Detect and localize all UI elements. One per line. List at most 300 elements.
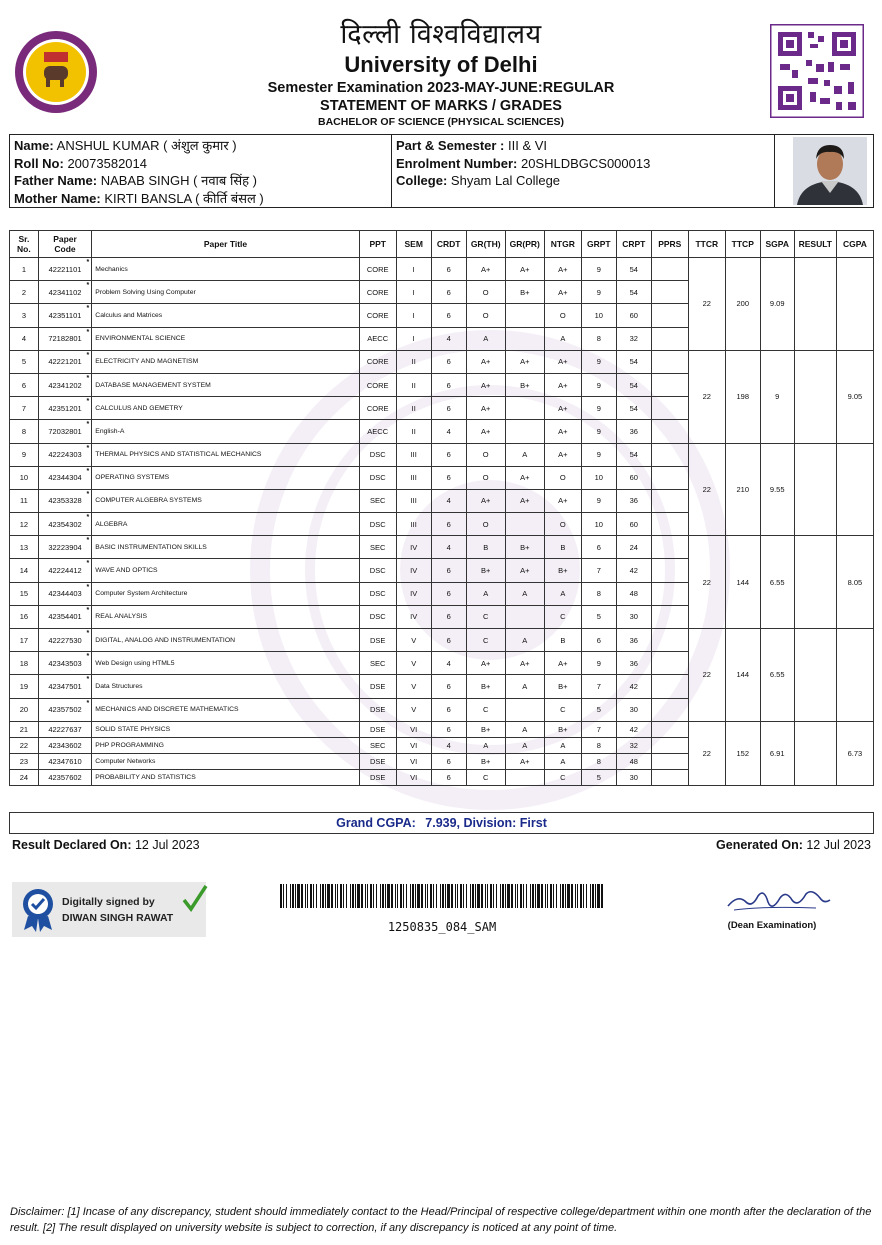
barcode-bar (592, 884, 594, 908)
cell-pprs (651, 536, 688, 559)
barcode-bar (297, 884, 300, 908)
cell-crdt: 4 (431, 652, 466, 675)
barcode-bar (410, 884, 411, 908)
paper-code-value: 42344403 (48, 589, 82, 599)
cell-grth: B+ (466, 675, 505, 698)
barcode-bar (295, 884, 296, 908)
paper-title: OPERATING SYSTEMS (92, 466, 359, 489)
barcode-bar (455, 884, 456, 908)
paper-title: PROBABILITY AND STATISTICS (92, 769, 359, 785)
cell-grpr: A+ (505, 466, 544, 489)
cell-grpt: 10 (581, 304, 616, 327)
barcode-bar (580, 884, 582, 908)
paper-title: CALCULUS AND GEMETRY (92, 397, 359, 420)
group-sgpa: 9.55 (760, 443, 794, 536)
cell-sem: VI (396, 753, 431, 769)
paper-title: SOLID STATE PHYSICS (92, 721, 359, 737)
cell-ppt: DSC (359, 582, 396, 605)
cell-ppt: CORE (359, 397, 396, 420)
paper-title: COMPUTER ALGEBRA SYSTEMS (92, 489, 359, 512)
cell-ppt: DSE (359, 698, 396, 721)
cell-crdt: 6 (431, 629, 466, 652)
group-result (794, 443, 836, 536)
barcode-bar (343, 884, 344, 908)
group-ttcr: 22 (688, 721, 725, 785)
cell-crpt: 36 (616, 629, 651, 652)
cell-grpr: A+ (505, 559, 544, 582)
cell-pprs (651, 489, 688, 512)
cell-ppt: DSC (359, 443, 396, 466)
group-cgpa (836, 629, 873, 722)
paper-title: Web Design using HTML5 (92, 652, 359, 675)
cell-grpt: 9 (581, 443, 616, 466)
cell-crpt: 60 (616, 304, 651, 327)
cell-crpt: 54 (616, 443, 651, 466)
cell-crdt: 6 (431, 675, 466, 698)
cell-crdt: 4 (431, 327, 466, 350)
barcode-bar (550, 884, 552, 908)
cell-crpt: 30 (616, 605, 651, 628)
paper-code (38, 281, 91, 304)
group-ttcr: 22 (688, 536, 725, 629)
group-sgpa: 6.55 (760, 536, 794, 629)
cell-crpt: 42 (616, 721, 651, 737)
cell-grth: O (466, 281, 505, 304)
student-details (9, 134, 874, 208)
cell-ppt: CORE (359, 304, 396, 327)
cell-grth: A+ (466, 420, 505, 443)
barcode-bar (463, 884, 464, 908)
code-marker: * (86, 282, 90, 290)
cell-ppt: SEC (359, 536, 396, 559)
cell-sem: II (396, 350, 431, 373)
paper-code-value: 42354302 (48, 519, 82, 529)
paper-code-value: 42357602 (48, 772, 82, 782)
group-result (794, 258, 836, 351)
cell-sem: IV (396, 536, 431, 559)
mother-label: Mother Name: (14, 190, 101, 206)
cell-crdt: 6 (431, 559, 466, 582)
cell-sem: I (396, 327, 431, 350)
col-pprs: PPRS (651, 231, 688, 258)
cell-grpr: A (505, 629, 544, 652)
cell-grpt: 9 (581, 397, 616, 420)
cell-crpt: 36 (616, 652, 651, 675)
paper-title: Data Structures (92, 675, 359, 698)
barcode-bar (412, 884, 414, 908)
code-marker: * (86, 653, 90, 661)
paper-code-value: 72182801 (48, 334, 82, 344)
cell-ppt: CORE (359, 258, 396, 281)
barcode (280, 884, 604, 908)
cell-sem: I (396, 281, 431, 304)
cell-crdt: 6 (431, 373, 466, 396)
paper-title: DATABASE MANAGEMENT SYSTEM (92, 373, 359, 396)
barcode-bar (560, 884, 561, 908)
cell-pprs (651, 652, 688, 675)
cell-grpt: 9 (581, 652, 616, 675)
code-marker: * (86, 583, 90, 591)
roll-no-line (14, 155, 387, 173)
cell-grpr: A (505, 721, 544, 737)
cell-ntgr: A+ (544, 373, 581, 396)
cell-grpt: 9 (581, 489, 616, 512)
cell-pprs (651, 466, 688, 489)
barcode-bar (370, 884, 372, 908)
barcode-bar (387, 884, 390, 908)
barcode-bar (397, 884, 398, 908)
cell-pprs (651, 397, 688, 420)
generated-label: Generated On: (716, 838, 803, 852)
barcode-bar (515, 884, 516, 908)
mother-name: KIRTI BANSLA ( कीर्ति बंसल ) (104, 190, 264, 206)
sr-no: 11 (10, 489, 39, 512)
sr-no: 4 (10, 327, 39, 350)
cell-grth: A (466, 327, 505, 350)
barcode-bar (425, 884, 426, 908)
cell-crpt: 36 (616, 489, 651, 512)
cell-grpr: A (505, 582, 544, 605)
barcode-bar (547, 884, 548, 908)
col-grpt: GRPT (581, 231, 616, 258)
paper-title: MECHANICS AND DISCRETE MATHEMATICS (92, 698, 359, 721)
group-ttcp: 198 (725, 350, 760, 443)
paper-code (38, 559, 91, 582)
cell-grth: A+ (466, 489, 505, 512)
group-sgpa: 6.91 (760, 721, 794, 785)
group-sgpa: 9.09 (760, 258, 794, 351)
cell-grpt: 7 (581, 675, 616, 698)
cell-grpt: 6 (581, 536, 616, 559)
code-marker: * (86, 514, 90, 522)
cell-crpt: 60 (616, 466, 651, 489)
code-marker: * (86, 305, 90, 313)
cell-grpt: 8 (581, 582, 616, 605)
barcode-bar (567, 884, 570, 908)
sr-no: 21 (10, 721, 39, 737)
code-marker: * (86, 421, 90, 429)
cell-sem: IV (396, 582, 431, 605)
signature-image (724, 884, 834, 916)
cell-sem: IV (396, 605, 431, 628)
barcode-bar (583, 884, 584, 908)
cell-ntgr: B+ (544, 721, 581, 737)
cell-crpt: 36 (616, 420, 651, 443)
paper-code (38, 721, 91, 737)
paper-title: DIGITAL, ANALOG AND INSTRUMENTATION (92, 629, 359, 652)
barcode-bar (500, 884, 501, 908)
barcode-bar (325, 884, 326, 908)
col-title: Paper Title (92, 231, 359, 258)
cell-pprs (651, 373, 688, 396)
cell-pprs (651, 737, 688, 753)
cell-crpt: 32 (616, 327, 651, 350)
paper-code-value: 42221101 (48, 264, 82, 274)
cell-pprs (651, 304, 688, 327)
paper-code-value: 42227637 (48, 724, 82, 734)
barcode-bar (490, 884, 492, 908)
group-ttcr: 22 (688, 629, 725, 722)
cell-grpr: B+ (505, 373, 544, 396)
cell-crpt: 54 (616, 373, 651, 396)
group-result (794, 721, 836, 785)
generated-on (716, 838, 871, 852)
college-name: Shyam Lal College (450, 173, 561, 188)
cell-pprs (651, 559, 688, 582)
cell-grpt: 8 (581, 737, 616, 753)
group-cgpa: 9.05 (836, 350, 873, 443)
col-result: RESULT (794, 231, 836, 258)
cell-sem: III (396, 489, 431, 512)
cell-ntgr: C (544, 698, 581, 721)
cell-grpr (505, 769, 544, 785)
name-label: Name: (14, 138, 54, 153)
cell-crdt: 6 (431, 443, 466, 466)
barcode-text: 1250835_084_SAM (387, 920, 497, 934)
sr-no: 1 (10, 258, 39, 281)
paper-code-value: 42344304 (48, 473, 82, 483)
paper-code (38, 698, 91, 721)
cell-ppt: DSE (359, 753, 396, 769)
col-cgpa: CGPA (836, 231, 873, 258)
photo-cell (775, 135, 873, 207)
barcode-bar (440, 884, 441, 908)
col-crpt: CRPT (616, 231, 651, 258)
cell-pprs (651, 327, 688, 350)
barcode-bar (395, 884, 396, 908)
barcode-bar (586, 884, 587, 908)
table-row (10, 258, 874, 281)
barcode-bar (496, 884, 497, 908)
barcode-bar (430, 884, 432, 908)
paper-code-value: 42357502 (48, 705, 82, 715)
cell-pprs (651, 420, 688, 443)
code-marker: * (86, 467, 90, 475)
cell-ntgr: A+ (544, 258, 581, 281)
barcode-bar (565, 884, 566, 908)
cell-crdt: 6 (431, 258, 466, 281)
group-ttcp: 200 (725, 258, 760, 351)
barcode-bar (376, 884, 377, 908)
cell-crpt: 42 (616, 559, 651, 582)
barcode-bar (532, 884, 534, 908)
disclaimer: Disclaimer: [1] Incase of any discrepancy, student should immediately contact to the Head/Principal of respective college/department within one month after the declaration of the result. [2] The result displayed on university website is subject to correction, if any discrepancy is noticed at any point of time. (10, 1206, 872, 1234)
cell-pprs (651, 769, 688, 785)
barcode-bar (470, 884, 471, 908)
cell-pprs (651, 753, 688, 769)
cell-grpt: 7 (581, 721, 616, 737)
university-title-hindi: दिल्ली विश्वविद्यालय (340, 19, 542, 50)
barcode-bar (537, 884, 540, 908)
table-header-row (10, 231, 874, 258)
sr-no: 7 (10, 397, 39, 420)
col-code: Paper Code (38, 231, 91, 258)
cell-ppt: CORE (359, 373, 396, 396)
col-grpr: GR(PR) (505, 231, 544, 258)
cell-crpt: 32 (616, 737, 651, 753)
barcode-bar (475, 884, 476, 908)
group-result (794, 350, 836, 443)
digitally-signed-label: Digitally signed by (62, 896, 155, 908)
cell-grpr: B+ (505, 536, 544, 559)
paper-title: English-A (92, 420, 359, 443)
cell-grth: A (466, 582, 505, 605)
dean-label: (Dean Examination) (727, 920, 817, 931)
check-icon (182, 884, 208, 912)
cell-grpt: 10 (581, 466, 616, 489)
cell-ppt: AECC (359, 327, 396, 350)
group-cgpa: 8.05 (836, 536, 873, 629)
barcode-bar (541, 884, 543, 908)
barcode-bar (280, 884, 282, 908)
result-declared (12, 838, 200, 852)
cell-ntgr: A+ (544, 350, 581, 373)
cell-sem: V (396, 675, 431, 698)
barcode-bar (502, 884, 504, 908)
barcode-bar (400, 884, 402, 908)
barcode-bar (442, 884, 444, 908)
signer-name: DIWAN SINGH RAWAT (62, 912, 174, 924)
barcode-bar (601, 884, 603, 908)
roll-no: 20073582014 (67, 155, 147, 171)
cell-grpr: A+ (505, 258, 544, 281)
cell-crdt: 6 (431, 513, 466, 536)
paper-code (38, 466, 91, 489)
barcode-bar (505, 884, 506, 908)
cell-grpt: 9 (581, 350, 616, 373)
cell-grth: O (466, 513, 505, 536)
cell-ntgr: O (544, 304, 581, 327)
barcode-bar (535, 884, 536, 908)
cell-sem: II (396, 397, 431, 420)
sr-no: 3 (10, 304, 39, 327)
cell-grpt: 10 (581, 513, 616, 536)
barcode-bar (365, 884, 366, 908)
code-marker: * (86, 676, 90, 684)
barcode-bar (346, 884, 347, 908)
barcode-bar (487, 884, 488, 908)
barcode-bar (361, 884, 363, 908)
cell-sem: I (396, 304, 431, 327)
cell-ntgr: B+ (544, 675, 581, 698)
cell-grpr: A (505, 443, 544, 466)
paper-title: WAVE AND OPTICS (92, 559, 359, 582)
code-marker: * (86, 490, 90, 498)
cell-crdt: 4 (431, 489, 466, 512)
cell-grpr: A (505, 737, 544, 753)
cell-grth: C (466, 698, 505, 721)
cell-grth: A+ (466, 397, 505, 420)
cell-grth: O (466, 304, 505, 327)
paper-code (38, 753, 91, 769)
barcode-bar (283, 884, 284, 908)
cell-crdt: 6 (431, 582, 466, 605)
group-ttcr: 22 (688, 443, 725, 536)
barcode-bar (460, 884, 462, 908)
cell-ppt: DSC (359, 605, 396, 628)
paper-code (38, 350, 91, 373)
paper-title: Mechanics (92, 258, 359, 281)
paper-title: ALGEBRA (92, 513, 359, 536)
cell-crdt: 6 (431, 281, 466, 304)
cell-grpr: A+ (505, 753, 544, 769)
barcode-bar (571, 884, 573, 908)
cell-grpr (505, 397, 544, 420)
enrolment-line (396, 155, 770, 173)
cell-crdt: 4 (431, 536, 466, 559)
code-marker: * (86, 560, 90, 568)
cell-crdt: 6 (431, 304, 466, 327)
cell-sem: V (396, 629, 431, 652)
cell-ppt: CORE (359, 350, 396, 373)
cell-grpt: 9 (581, 258, 616, 281)
cell-sem: III (396, 466, 431, 489)
cell-sem: III (396, 513, 431, 536)
cell-grpt: 5 (581, 698, 616, 721)
sr-no: 20 (10, 698, 39, 721)
cell-grpt: 8 (581, 753, 616, 769)
cell-ntgr: A+ (544, 443, 581, 466)
barcode-bar (357, 884, 360, 908)
cell-grth: A+ (466, 350, 505, 373)
barcode-bar (301, 884, 303, 908)
cell-ntgr: A (544, 753, 581, 769)
barcode-bar (406, 884, 407, 908)
cell-crpt: 54 (616, 397, 651, 420)
cell-crdt: 6 (431, 350, 466, 373)
mother-name-line (14, 190, 387, 208)
barcode-bar (526, 884, 527, 908)
paper-code (38, 420, 91, 443)
code-marker: * (86, 699, 90, 707)
cell-pprs (651, 582, 688, 605)
cell-grpt: 9 (581, 373, 616, 396)
col-sem: SEM (396, 231, 431, 258)
cell-crpt: 54 (616, 281, 651, 304)
group-cgpa: 6.73 (836, 721, 873, 785)
digital-signature-block (12, 882, 206, 937)
cell-grth: C (466, 605, 505, 628)
col-ttcp: TTCP (725, 231, 760, 258)
cell-crdt: 6 (431, 769, 466, 785)
paper-title: REAL ANALYSIS (92, 605, 359, 628)
cell-ppt: SEC (359, 652, 396, 675)
cell-ppt: CORE (359, 281, 396, 304)
sr-no: 18 (10, 652, 39, 675)
student-name-line (14, 137, 387, 155)
table-row (10, 629, 874, 652)
paper-title: BASIC INSTRUMENTATION SKILLS (92, 536, 359, 559)
paper-code (38, 629, 91, 652)
cell-crdt: 6 (431, 397, 466, 420)
father-label: Father Name: (14, 173, 98, 188)
cell-grpt: 7 (581, 559, 616, 582)
father-name-line (14, 172, 387, 190)
group-cgpa (836, 258, 873, 351)
paper-code (38, 304, 91, 327)
cell-ntgr: A+ (544, 281, 581, 304)
cell-crpt: 24 (616, 536, 651, 559)
cell-ppt: AECC (359, 420, 396, 443)
paper-title: PHP PROGRAMMING (92, 737, 359, 753)
barcode-bar (286, 884, 287, 908)
sr-no: 5 (10, 350, 39, 373)
barcode-bar (415, 884, 416, 908)
paper-code-value: 42221201 (48, 357, 82, 367)
paper-code (38, 769, 91, 785)
cell-crpt: 48 (616, 582, 651, 605)
sr-no: 16 (10, 605, 39, 628)
